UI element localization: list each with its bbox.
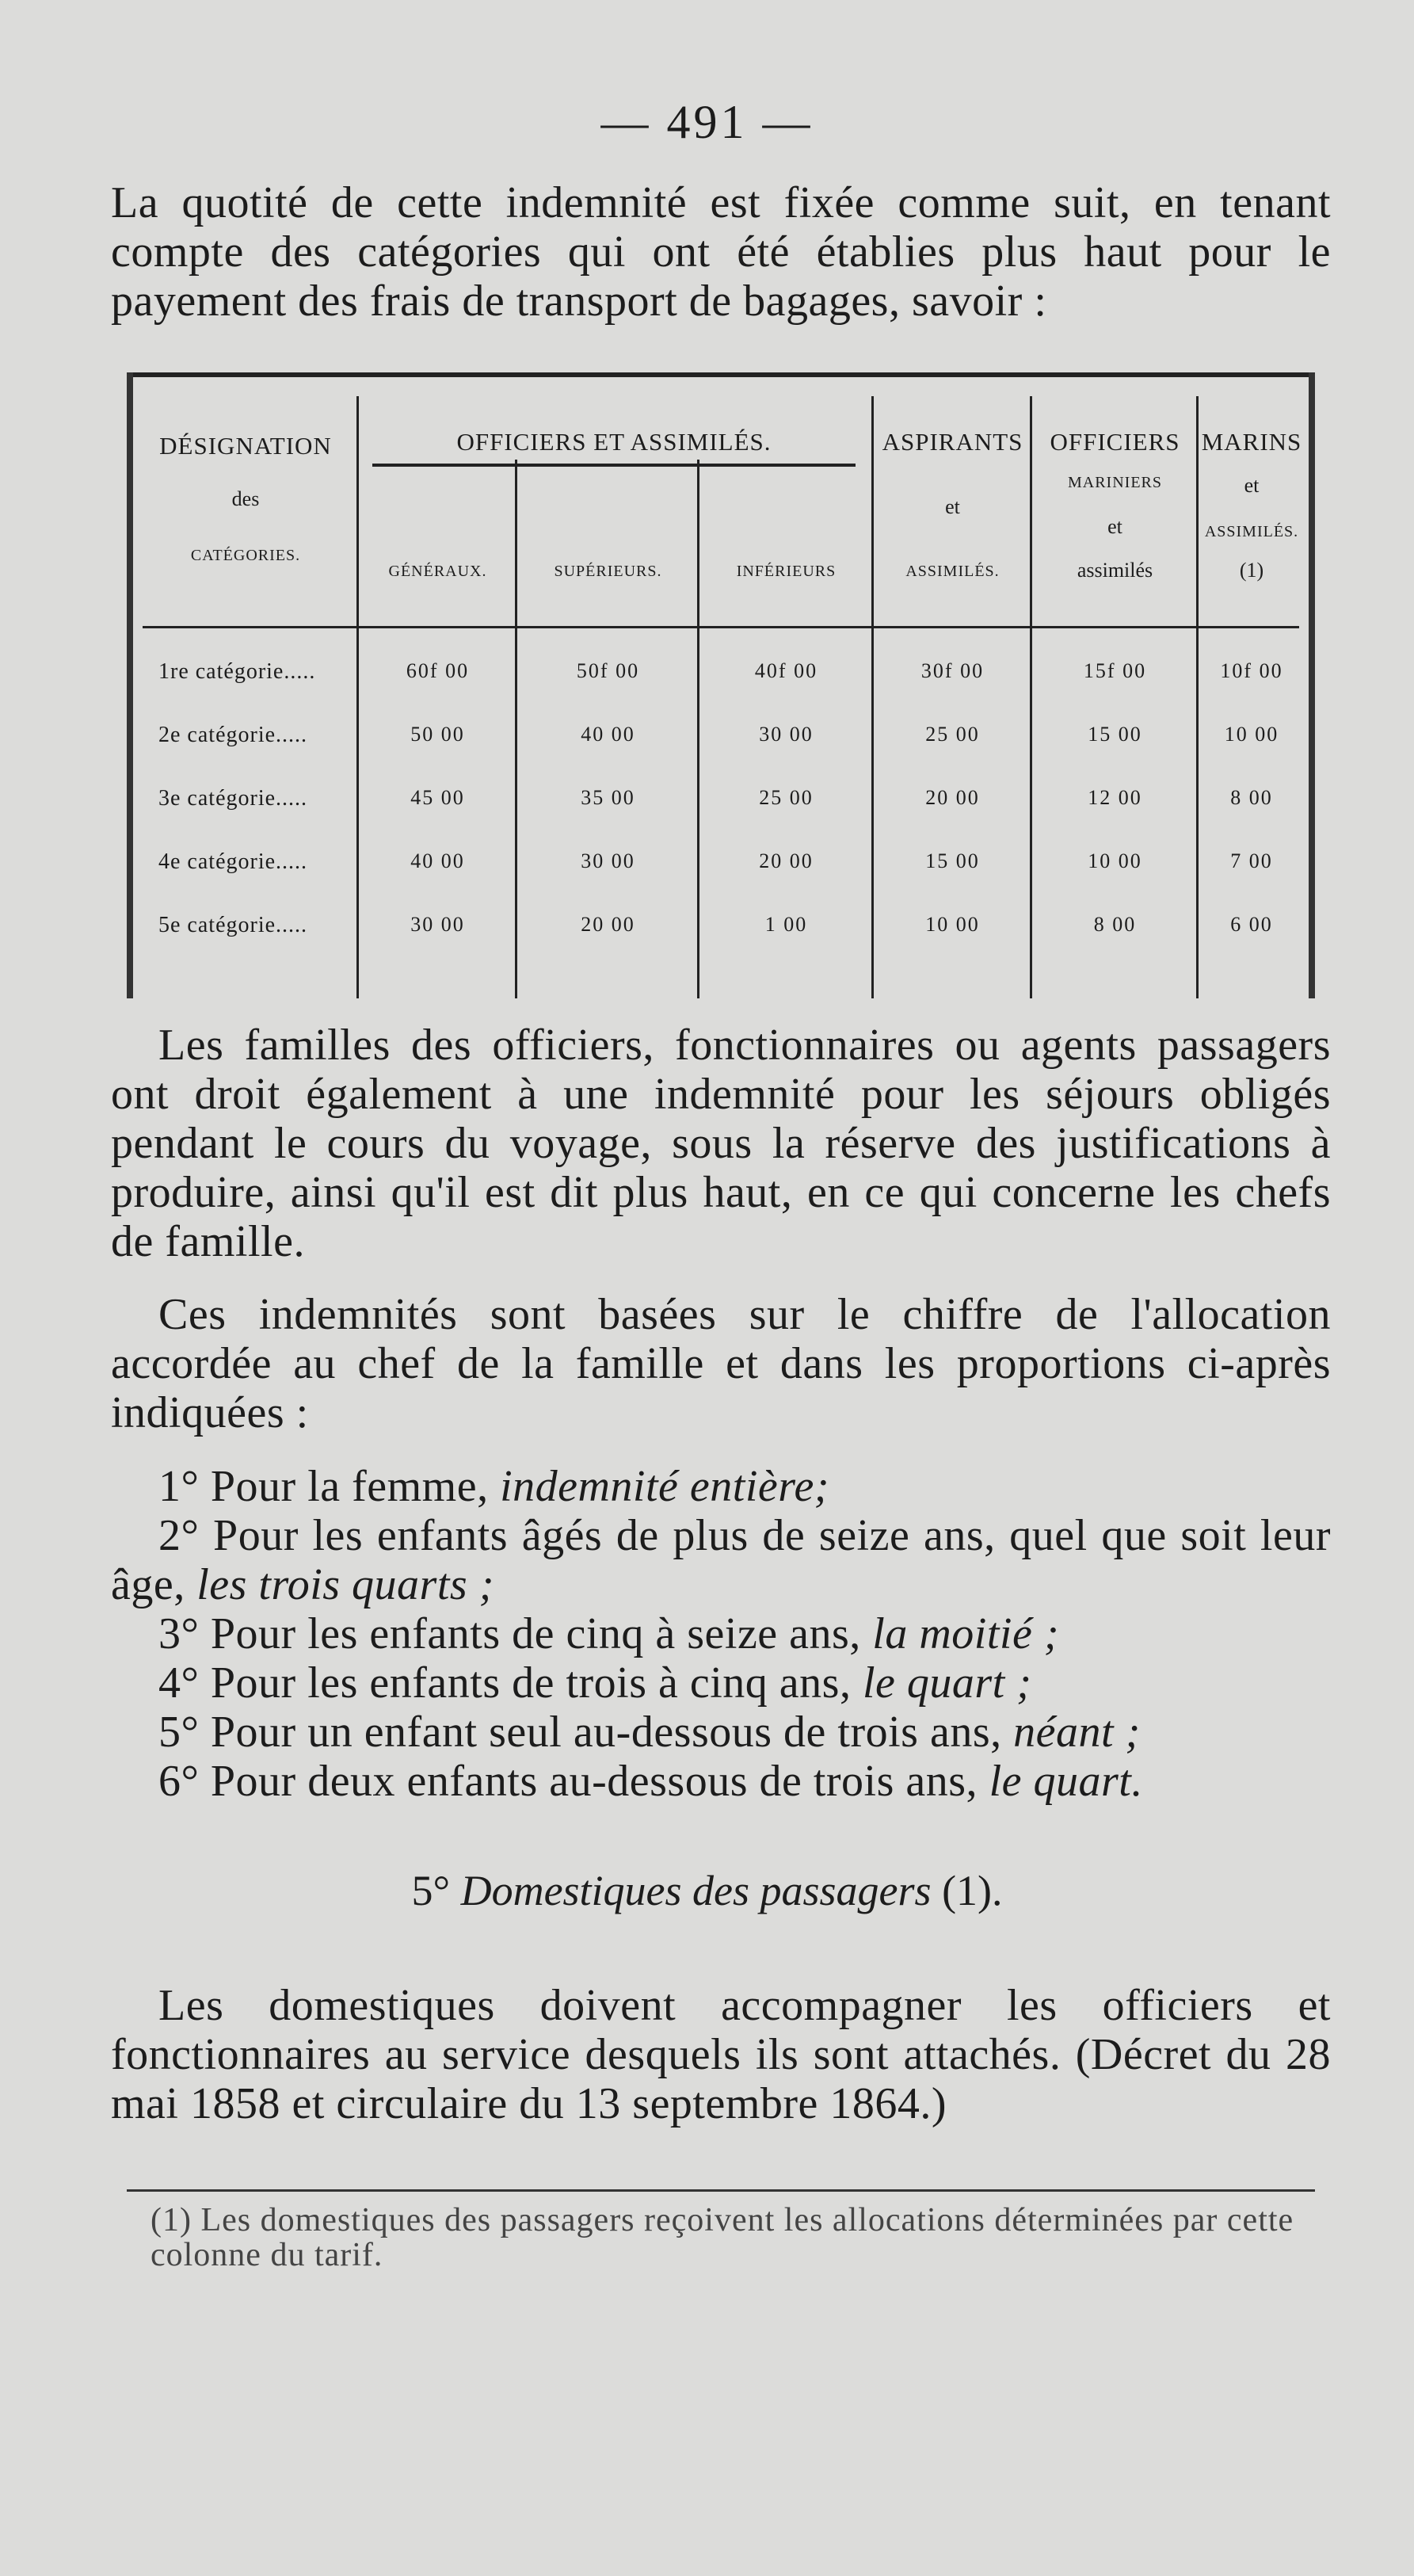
- item-1: [111, 1462, 1331, 1511]
- off-mariniers-et: et: [1107, 515, 1122, 538]
- item-text: 1° Pour la femme,: [158, 1462, 501, 1511]
- basis-paragraph: Ces indemnités sont basées sur le chiffre de l'allocation accordée au chef de la famille et dans les proportions ci-après indiquées :: [111, 1290, 1331, 1437]
- families-paragraph: Les familles des officiers, fonctionnaires ou agents passagers ont droit également à une indemnité pour les séjours obligés pendant le cours du voyage, sous la réserve des justifications à produire, ainsi qu'il est dit plus haut, en ce qui concerne les chefs de famille.: [111, 1021, 1331, 1266]
- item-em: le quart ;: [862, 1658, 1032, 1708]
- table-top-rule: [127, 372, 1315, 377]
- cell: 10f 00: [1220, 659, 1283, 682]
- designation-header: DÉSIGNATION: [159, 432, 332, 460]
- item-text: 3° Pour les enfants de cinq à seize ans,: [158, 1609, 873, 1658]
- domestics-paragraph: Les domestiques doivent accompagner les officiers et fonctionnaires au service desquels ils sont attachés. (Décret du 28 mai 1858 et circulaire du 13 septembre 1864.): [111, 1981, 1331, 2128]
- cell: 30f 00: [920, 659, 985, 682]
- cell: 40 00: [581, 723, 635, 746]
- cell: 25 00: [925, 723, 980, 746]
- off-mariniers-mariniers: MARINIERS: [1067, 474, 1162, 491]
- table-left-rule: [127, 372, 133, 998]
- divider: [697, 460, 699, 998]
- item-2: [111, 1511, 1331, 1609]
- cell: 20 00: [925, 786, 980, 809]
- item-em: les trois quarts ;: [196, 1560, 494, 1609]
- cell: 40 00: [410, 849, 465, 872]
- item-5: [111, 1708, 1331, 1757]
- item-3: [111, 1609, 1331, 1658]
- cell: 30 00: [410, 913, 465, 936]
- row-label: 5e catégorie.....: [158, 913, 308, 937]
- off-mariniers-header: OFFICIERS: [1050, 428, 1180, 456]
- cell: 10 00: [1224, 723, 1279, 746]
- row-label: 2e catégorie.....: [158, 723, 308, 747]
- officers-brace: [372, 464, 856, 467]
- divider: [515, 460, 517, 998]
- cell: 8 00: [1093, 913, 1137, 936]
- marins-et: et: [1244, 474, 1260, 497]
- table-right-rule: [1309, 372, 1315, 998]
- cell: 8 00: [1230, 786, 1273, 809]
- cell: 15f 00: [1083, 659, 1147, 682]
- divider: [1196, 396, 1199, 998]
- cell: 15 00: [925, 849, 980, 872]
- divider: [871, 396, 874, 998]
- cell: 25 00: [759, 786, 814, 809]
- subhead-title: Domestiques des passagers: [460, 1867, 932, 1914]
- cell: 10 00: [925, 913, 980, 936]
- item-text: 2° Pour les enfants âgés de plus de seize ans, quel que soit leur âge,: [111, 1511, 1331, 1609]
- item-text: 5° Pour un enfant seul au-dessous de trois ans,: [158, 1708, 1014, 1757]
- item-text: 4° Pour les enfants de trois à cinq ans,: [158, 1658, 863, 1708]
- marins-note: (1): [1239, 559, 1264, 582]
- item-em: la moitié ;: [872, 1609, 1059, 1658]
- marins-assimiles: ASSIMILÉS.: [1204, 523, 1299, 540]
- aspirants-et: et: [945, 495, 960, 518]
- superieurs-header: SUPÉRIEURS.: [554, 563, 662, 580]
- item-4: [111, 1658, 1331, 1708]
- cell: 7 00: [1230, 849, 1273, 872]
- page-number: — 491 —: [600, 96, 814, 148]
- item-6: [111, 1757, 1331, 1806]
- designation-des: des: [231, 487, 260, 510]
- cell: 30 00: [581, 849, 635, 872]
- subhead-note: (1).: [931, 1867, 1003, 1914]
- cell: 60f 00: [406, 659, 470, 682]
- section-subheading: [0, 1866, 1414, 1915]
- item-em: néant ;: [1013, 1708, 1141, 1757]
- generaux-header: GÉNÉRAUX.: [388, 563, 487, 580]
- officiers-header: OFFICIERS ET ASSIMILÉS.: [456, 428, 772, 456]
- designation-categories: CATÉGORIES.: [190, 547, 301, 564]
- subhead-number: 5°: [411, 1867, 461, 1914]
- cell: 6 00: [1230, 913, 1273, 936]
- cell: 1 00: [764, 913, 808, 936]
- divider: [356, 396, 359, 998]
- off-mariniers-assimiles: assimilés: [1077, 559, 1153, 582]
- cell: 15 00: [1088, 723, 1142, 746]
- cell: 35 00: [581, 786, 635, 809]
- header-separator: [143, 626, 1299, 628]
- item-em: le quart.: [989, 1757, 1143, 1806]
- aspirants-header: ASPIRANTS: [882, 428, 1023, 456]
- row-label: 4e catégorie.....: [158, 849, 308, 874]
- cell: 50f 00: [576, 659, 640, 682]
- cell: 45 00: [410, 786, 465, 809]
- cell: 20 00: [759, 849, 814, 872]
- footnote-rule: [127, 2189, 1315, 2192]
- row-label: 1re catégorie.....: [158, 659, 316, 684]
- inferieurs-header: INFÉRIEURS: [736, 563, 837, 580]
- aspirants-assimiles: ASSIMILÉS.: [905, 563, 1000, 580]
- item-text: 6° Pour deux enfants au-dessous de trois ans,: [158, 1757, 989, 1806]
- cell: 50 00: [410, 723, 465, 746]
- divider: [1030, 396, 1032, 998]
- cell: 40f 00: [754, 659, 818, 682]
- row-label: 3e catégorie.....: [158, 786, 308, 811]
- cell: 10 00: [1088, 849, 1142, 872]
- marins-header: MARINS: [1201, 428, 1302, 456]
- cell: 20 00: [581, 913, 635, 936]
- indemnity-table: [127, 372, 1315, 998]
- cell: 30 00: [759, 723, 814, 746]
- footnote: (1) Les domestiques des passagers reçoivent les allocations déterminées par cette colonne du tarif.: [151, 2202, 1294, 2273]
- intro-paragraph: La quotité de cette indemnité est fixée comme suit, en tenant compte des catégories qui ont été établies plus haut pour le payement des frais de transport de bagages, savoir :: [111, 178, 1331, 326]
- cell: 12 00: [1088, 786, 1142, 809]
- item-em: indemnité entière;: [500, 1462, 829, 1511]
